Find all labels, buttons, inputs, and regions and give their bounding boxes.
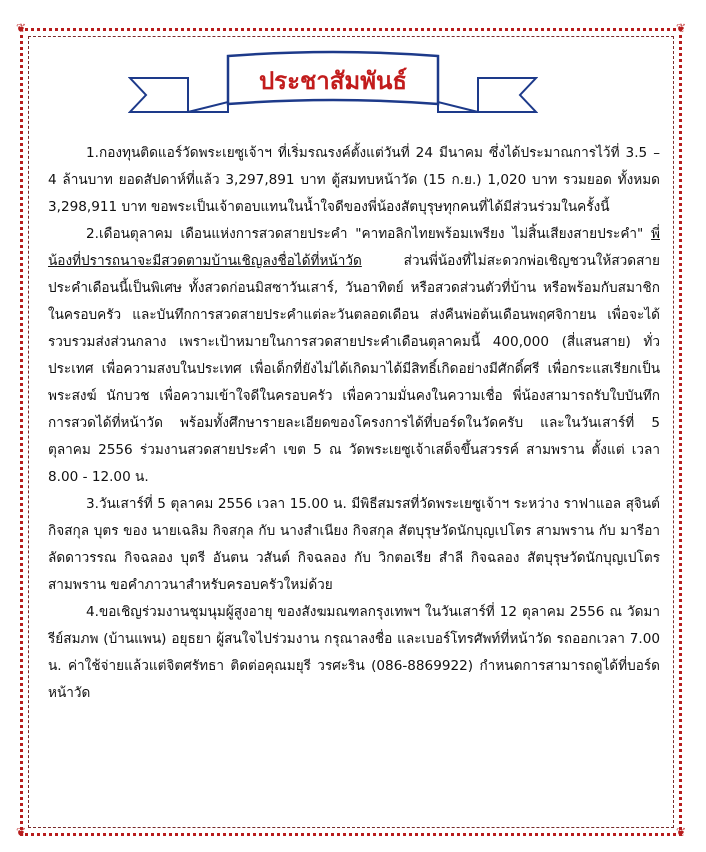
announcement-text: 2.เดือนตุลาคม เดือนแห่งการสวดสายประคำ "คาทอลิกไทยพร้อมเพรียง ไม่สิ้นเสียงสายประคำ"	[86, 226, 652, 242]
announcement-text: ส่วนพี่น้องที่ไม่สะดวกพ่อเชิญชวนให้สวดสายประคำเดือนนี้เป็นพิเศษ ทั้งสวดก่อนมิสซาวันเสาร์, วันอาทิตย์ หรือสวดส่วนตัวที่บ้าน หรือพร้อมกับสมาชิกในครอบครัว และบันทึกการสวดสายประคำแต่ละวันตลอดเดือน ส่งคืนพ่อต้นเดือนพฤศจิกายน เพื่อจะได้รวบรวมส่งส่วนกลาง เพราะเป้าหมายในการสวดสายประคำเดือนตุลาคมนี้ 400,000 (สี่แสนสาย) ทั่วประเทศ เพื่อความสงบในประเทศ เพื่อเด็กที่ยังไม่ได้เกิดมาได้มีสิทธิ์เกิดอย่างมีศักดิ์ศรี เพื่อกระแสเรียกเป็นพระสงฆ์ นักบวช เพื่อความเข้าใจดีในครอบครัว เพื่อความมั่นคงในความเชื่อ พี่น้องสามารถรับใบบันทึกการสวดได้ที่หน้าวัด พร้อมทั้งศึกษารายละเอียดของโครงการได้ที่บอร์ดในวัดครับ และในวันเสาร์ที่ 5 ตุลาคม 2556 ร่วมงานสวดสายประคำ เขต 5 ณ วัดพระเยซูเจ้าเสด็จขึ้นสวรรค์ สามพราน ตั้งแต่ เวลา 8.00 - 12.00 น.	[48, 253, 660, 485]
corner-ornament-icon: ❦	[676, 21, 687, 35]
announcement-item-1: 1.กองทุนติดแอร์วัดพระเยซูเจ้าฯ ที่เริ่มรณรงค์ตั้งแต่วันที่ 24 มีนาคม ซึ่งได้ประมาณการไว้ที่ 3.5 – 4 ล้านบาท ยอดสัปดาห์ที่แล้ว 3,297,891 บาท ตู้สมทบหน้าวัด (15 ก.ย.) 1,020 บาท รวมยอด ทั้งหมด 3,298,911 บาท ขอพระเป็นเจ้าตอบแทนในน้ำใจดีของพี่น้องสัตบุรุษทุกคนที่ได้มีส่วนร่วมในครั้งนี้	[48, 145, 660, 215]
page-title: ประชาสัมพันธ์	[258, 66, 408, 95]
corner-ornament-icon: ❦	[16, 825, 27, 839]
corner-ornament-icon: ❦	[16, 21, 27, 35]
underlined-notice: พี่น้องที่ปรารถนาจะมีสวดตามบ้านเชิญลงชื่อได้ที่หน้าวัด	[48, 226, 660, 269]
announcement-item-4: 4.ขอเชิญร่วมงานชุมนุมผู้สูงอายุ ของสังฆมณฑลกรุงเทพฯ ในวันเสาร์ที่ 12 ตุลาคม 2556 ณ วัดมารีย์สมภพ (บ้านแพน) อยุธยา ผู้สนใจไปร่วมงาน กรุณาลงชื่อ และเบอร์โทรศัพท์ที่หน้าวัด รถออกเวลา 7.00 น. ค่าใช้จ่ายแล้วแต่จิตศรัทธา ติดต่อคุณมยุรี วรศะริน (086-8869922) กำหนดการสามารถดูได้ที่บอร์ดหน้าวัด	[48, 604, 660, 701]
announcement-item-3: 3.วันเสาร์ที่ 5 ตุลาคม 2556 เวลา 15.00 น. มีพิธีสมรสที่วัดพระเยซูเจ้าฯ ระหว่าง ราฟาแอล สุจินต์ กิจสกุล บุตร ของ นายเฉลิม กิจสกุล กับ นางสำเนียง กิจสกุล สัตบุรุษวัดนักบุญเปโตร สามพราน กับ มารีอา ลัดดาวรรณ กิจฉลอง บุตรี อันตน วสันต์ กิจฉลอง กับ วิกตอเรีย สำลี กิจฉลอง สัตบุรุษวัดนักบุญเปโตร สามพราน ขอคำภาวนาสำหรับครอบครัวใหม่ด้วย	[48, 496, 660, 593]
announcement-body	[48, 140, 660, 707]
announcement-item-2	[48, 221, 660, 491]
title-banner	[128, 50, 538, 120]
corner-ornament-icon: ❦	[676, 825, 687, 839]
